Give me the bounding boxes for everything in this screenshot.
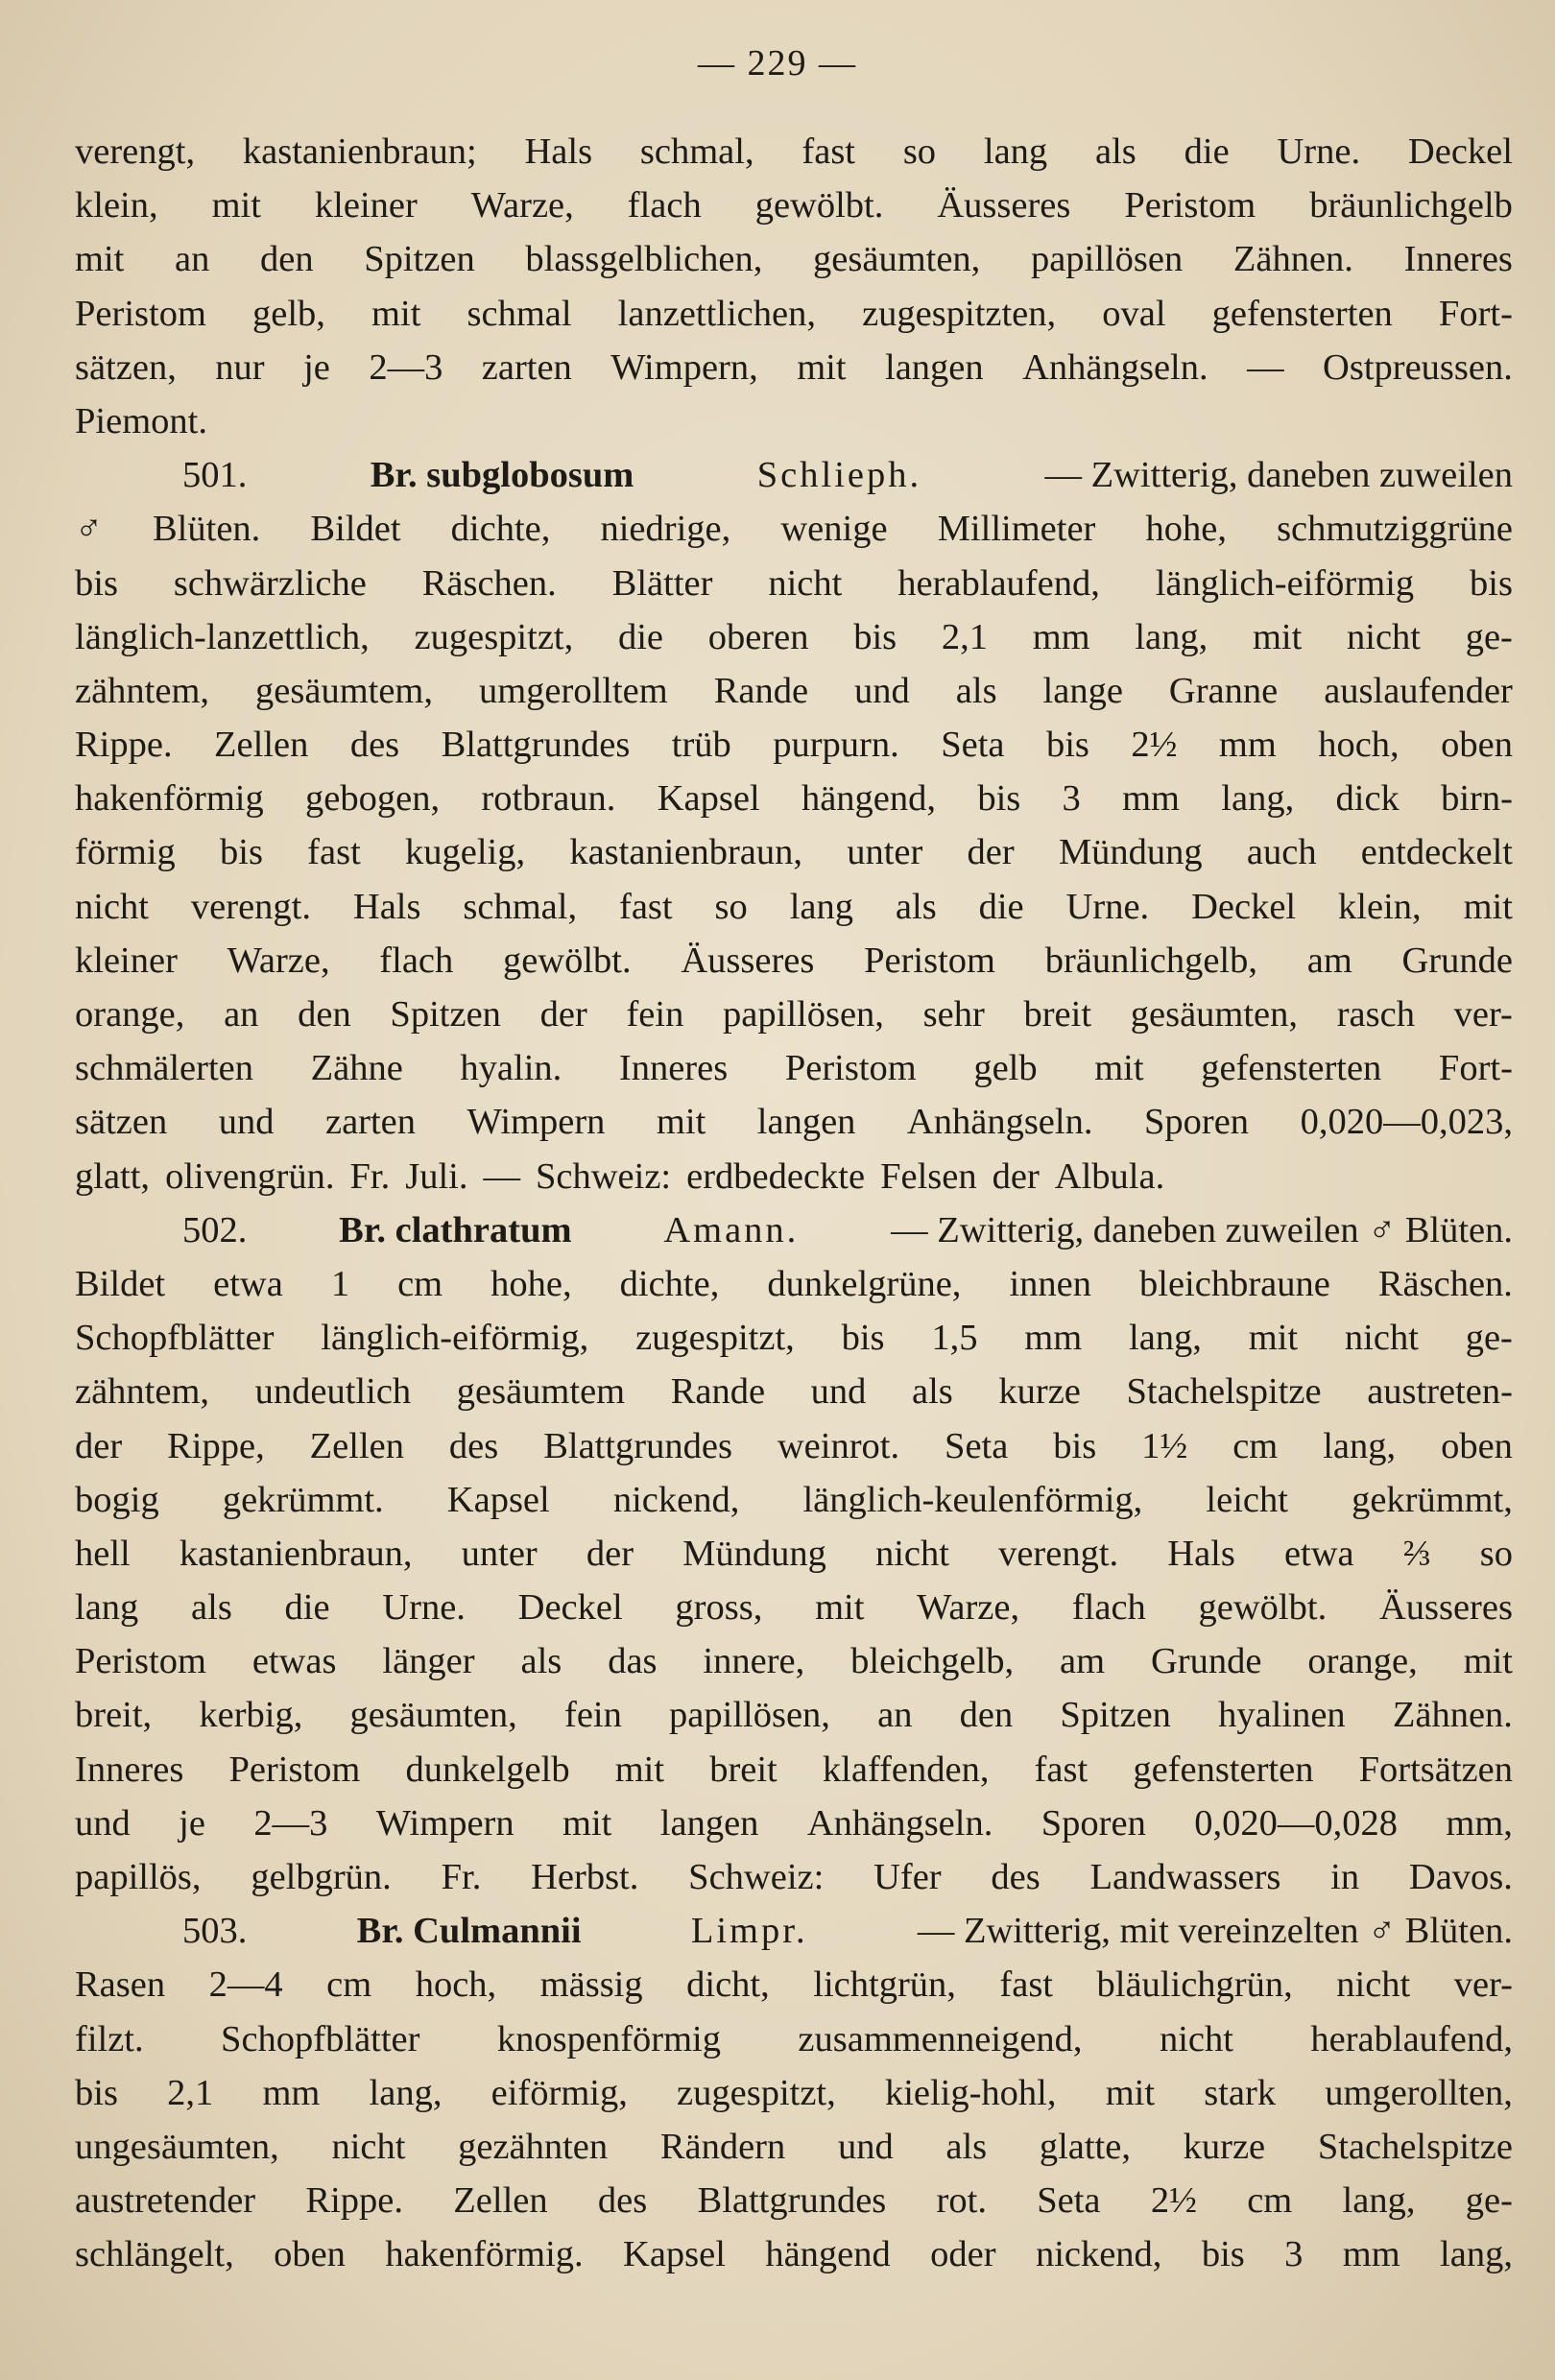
text-line: austretender Rippe. Zellen des Blattgrundes rot. Seta 2½ cm lang, ge- [75, 2180, 1513, 2222]
text-line: ungesäumten, nicht gezähnten Rändern und als glatte, kurze Stachelspitze [75, 2126, 1513, 2167]
text-line: sätzen und zarten Wimpern mit langen Anhängseln. Sporen 0,020—0,023, [75, 1102, 1513, 1143]
text-run: 503. [182, 1911, 248, 1952]
author-name: Amann. [663, 1209, 800, 1250]
text-line: bogig gekrümmt. Kapsel nickend, länglich-keulenförmig, leicht gekrümmt, [75, 1479, 1513, 1520]
text-line: hakenförmig gebogen, rotbraun. Kapsel hängend, bis 3 mm lang, dick birn- [75, 778, 1513, 820]
text-run: — Zwitterig, daneben zuweilen [1044, 455, 1513, 496]
text-line: der Rippe, Zellen des Blattgrundes weinrot. Seta bis 1½ cm lang, oben [75, 1425, 1513, 1466]
text-line: zähntem, gesäumtem, umgerolltem Rande und als lange Granne auslaufender [75, 670, 1513, 711]
text-run: — Zwitterig, mit vereinzelten ♂ Blüten. [917, 1911, 1513, 1952]
text-line: nicht verengt. Hals schmal, fast so lang als die Urne. Deckel klein, mit [75, 886, 1513, 927]
body-text [75, 125, 1513, 2282]
text-line: glatt, olivengrün. Fr. Juli. — Schweiz: erdbedeckte Felsen der Albula. [75, 1155, 1165, 1197]
text-line [75, 448, 1513, 502]
text-line: zähntem, undeutlich gesäumtem Rande und als kurze Stachelspitze austreten- [75, 1371, 1513, 1413]
text-line: Schopfblätter länglich-eiförmig, zugespitzt, bis 1,5 mm lang, mit nicht ge- [75, 1318, 1513, 1359]
text-line: filzt. Schopfblätter knospenförmig zusammenneigend, nicht herablaufend, [75, 2018, 1513, 2059]
text-line: ♂ Blüten. Bildet dichte, niedrige, wenige Millimeter hohe, schmutziggrüne [75, 509, 1513, 550]
text-line: schlängelt, oben hakenförmig. Kapsel hängend oder nickend, bis 3 mm lang, [75, 2234, 1513, 2275]
text-line: förmig bis fast kugelig, kastanienbraun, unter der Mündung auch entdeckelt [75, 832, 1513, 873]
text-line: mit an den Spitzen blassgelblichen, gesäumten, papillösen Zähnen. Inneres [75, 239, 1513, 280]
text-line: lang als die Urne. Deckel gross, mit Warze, flach gewölbt. Äusseres [75, 1587, 1513, 1629]
text-line: breit, kerbig, gesäumten, fein papillösen, an den Spitzen hyalinen Zähnen. [75, 1695, 1513, 1736]
text-line: Rasen 2—4 cm hoch, mässig dicht, lichtgrün, fast bläulichgrün, nicht ver- [75, 1964, 1513, 2006]
species-name: Br. Culmannii [356, 1911, 582, 1952]
text-line: verengt, kastanienbraun; Hals schmal, fast so lang als die Urne. Deckel [75, 131, 1513, 172]
text-line: länglich-lanzettlich, zugespitzt, die oberen bis 2,1 mm lang, mit nicht ge- [75, 616, 1513, 657]
author-name: Schlieph. [756, 455, 922, 496]
text-run: — Zwitterig, daneben zuweilen ♂ Blüten. [891, 1209, 1513, 1250]
text-line [75, 1904, 1513, 1958]
text-line [75, 1203, 1513, 1257]
text-line: Inneres Peristom dunkelgelb mit breit klaffenden, fast gefensterten Fortsätzen [75, 1749, 1513, 1790]
text-line: Piemont. [75, 400, 207, 441]
text-line: kleiner Warze, flach gewölbt. Äusseres Peristom bräunlichgelb, am Grunde [75, 940, 1513, 981]
author-name: Limpr. [690, 1911, 808, 1952]
text-line: sätzen, nur je 2—3 zarten Wimpern, mit langen Anhängseln. — Ostpreussen. [75, 346, 1513, 388]
text-line: orange, an den Spitzen der fein papillösen, sehr breit gesäumten, rasch ver- [75, 994, 1513, 1035]
text-line: bis 2,1 mm lang, eiförmig, zugespitzt, kielig-hohl, mit stark umgerollten, [75, 2072, 1513, 2113]
text-line: schmälerten Zähne hyalin. Inneres Peristom gelb mit gefensterten Fort- [75, 1048, 1513, 1089]
text-line: Rippe. Zellen des Blattgrundes trüb purpurn. Seta bis 2½ mm hoch, oben [75, 725, 1513, 766]
text-line: Bildet etwa 1 cm hohe, dichte, dunkelgrüne, innen bleichbraune Räschen. [75, 1263, 1513, 1304]
text-line: Peristom gelb, mit schmal lanzettlichen, zugespitzten, oval gefensterten Fort- [75, 293, 1513, 334]
text-line: klein, mit kleiner Warze, flach gewölbt. Äusseres Peristom bräunlichgelb [75, 185, 1513, 226]
page-number: — 229 — [698, 43, 857, 83]
text-line: hell kastanienbraun, unter der Mündung nicht verengt. Hals etwa ⅔ so [75, 1533, 1513, 1574]
text-run: 502. [182, 1209, 248, 1250]
species-name: Br. subglobosum [370, 455, 634, 496]
text-line: bis schwärzliche Räschen. Blätter nicht herablaufend, länglich-eiförmig bis [75, 562, 1513, 604]
species-name: Br. clathratum [339, 1209, 572, 1250]
text-line: und je 2—3 Wimpern mit langen Anhängseln. Sporen 0,020—0,028 mm, [75, 1802, 1513, 1844]
text-run: 501. [182, 455, 248, 496]
text-line: papillös, gelbgrün. Fr. Herbst. Schweiz: Ufer des Landwassers in Davos. [75, 1857, 1513, 1897]
text-line: Peristom etwas länger als das innere, bleichgelb, am Grunde orange, mit [75, 1641, 1513, 1682]
